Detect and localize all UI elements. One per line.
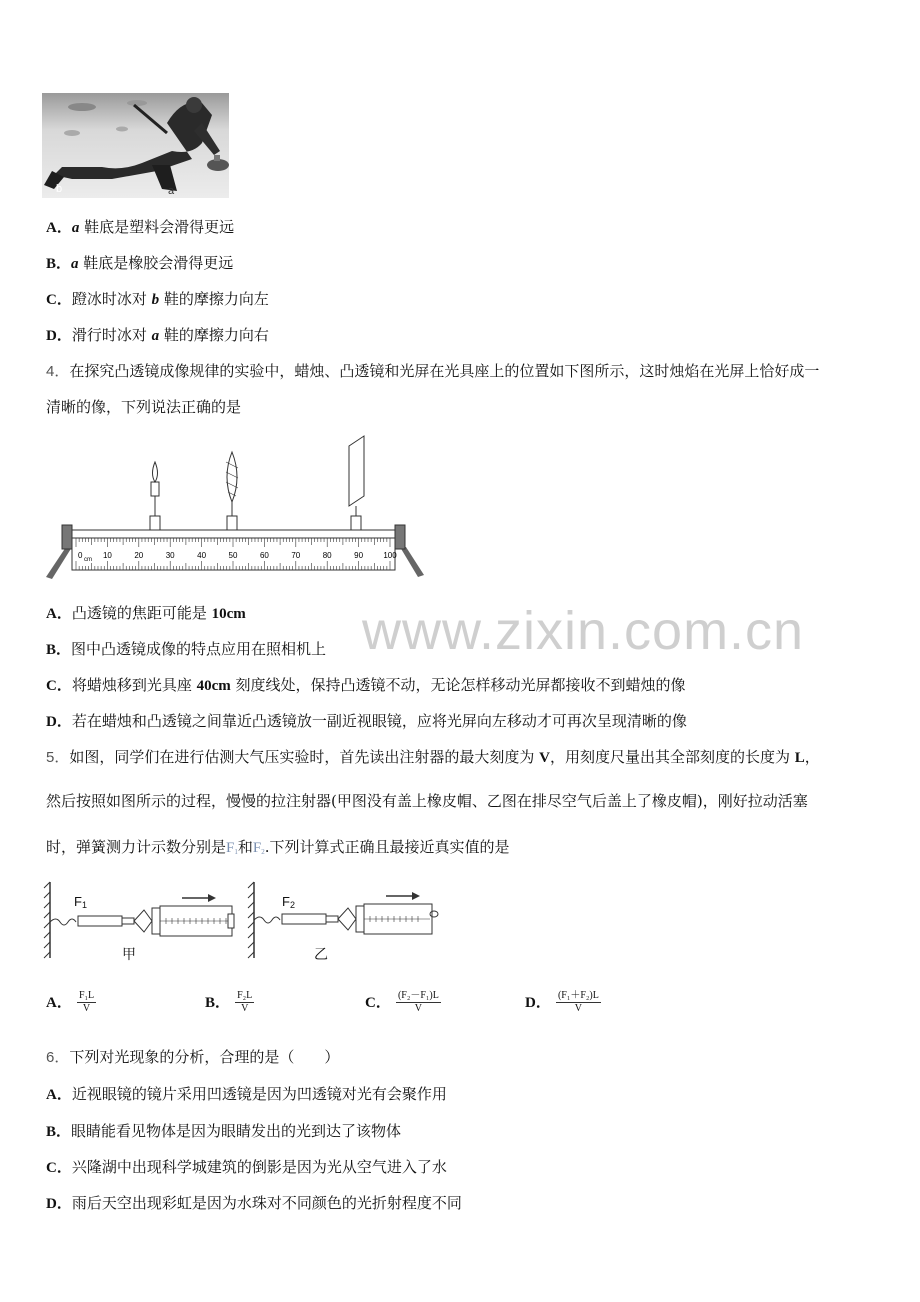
q4-stem-line1: 4．在探究凸透镜成像规律的实验中，蜡烛、凸透镜和光屏在光具座上的位置如下图所示，这时烛焰在光屏上恰好成一	[46, 362, 820, 380]
q3-option-d[interactable]: D．滑行时冰对 a 鞋的摩擦力向右	[46, 326, 269, 344]
q6-stem: 6．下列对光现象的分析，合理的是（ ）	[46, 1048, 340, 1066]
q5-stem-line1: 5．如图，同学们在进行估测大气压实验时，首先读出注射器的最大刻度为 V，用刻度尺量出其全部刻度的长度为 L，	[46, 748, 820, 766]
force-f2-label: F2	[282, 894, 295, 910]
ruler-tick-label: 40	[197, 551, 207, 560]
ruler-tick-label: 100	[383, 551, 397, 560]
ruler-tick-label: 80	[322, 551, 332, 560]
q6-option-a[interactable]: A．近视眼镜的镜片采用凹透镜是因为凹透镜对光有会聚作用	[46, 1085, 447, 1103]
q3-option-b[interactable]: B．a 鞋底是橡胶会滑得更远	[46, 254, 234, 272]
ruler-tick-label: 50	[228, 551, 238, 560]
ruler-tick-label: 60	[259, 551, 269, 560]
syringe-figure	[42, 878, 442, 968]
force-f1-label: F1	[74, 894, 87, 910]
ruler-tick-label: 30	[165, 551, 175, 560]
ruler-tick-label: 20	[134, 551, 144, 560]
caption-yi: 乙	[314, 947, 328, 963]
ruler-tick-label: 90	[354, 551, 364, 560]
ruler-tick-label: 10	[102, 551, 112, 560]
ruler-unit-label: cm	[84, 557, 92, 563]
q3-option-a[interactable]: A．a 鞋底是塑料会滑得更远	[46, 218, 235, 236]
q4-option-d[interactable]: D．若在蜡烛和凸透镜之间靠近凸透镜放一副近视眼镜，应将光屏向左移动才可再次呈现清晰的像	[46, 712, 687, 730]
q5-stem-line3: 时，弹簧测力计示数分别是$F_1$和$F_2$.下列计算式正确且最接近真实值的是	[46, 838, 510, 856]
caption-jia: 甲	[122, 947, 136, 963]
q5-option-b[interactable]: B． $\frac{\text{F₂L}}{V}$	[205, 990, 253, 1014]
q5-option-d[interactable]: D． $\frac{\text{(F₁＋F₂)L}}{V}$	[525, 990, 599, 1014]
curling-photo	[42, 93, 229, 198]
q6-option-b[interactable]: B．眼睛能看见物体是因为眼睛发出的光到达了该物体	[46, 1122, 402, 1140]
q5-option-c[interactable]: C． $\frac{\text{(F₂－F₁)L}}{V}$	[365, 990, 439, 1014]
q5-stem-line2: 然后按照如图所示的过程，慢慢的拉注射器(甲图没有盖上橡皮帽、乙图在排尽空气后盖上了橡皮帽)，刚好拉动活塞	[46, 792, 808, 810]
q5-option-a[interactable]: A． $\frac{\text{F₁L}}{V}$	[46, 990, 95, 1014]
q4-stem-line2: 清晰的像，下列说法正确的是	[46, 398, 242, 416]
q4-option-b[interactable]: B．图中凸透镜成像的特点应用在照相机上	[46, 640, 327, 658]
ruler-tick-label: 70	[291, 551, 301, 560]
q4-option-a[interactable]: A．凸透镜的焦距可能是 10cm	[46, 604, 246, 622]
q3-option-c[interactable]: C．蹬冰时冰对 b 鞋的摩擦力向左	[46, 290, 269, 308]
shoe-b-label: b	[56, 183, 63, 195]
q6-option-c[interactable]: C．兴隆湖中出现科学城建筑的倒影是因为光从空气进入了水	[46, 1158, 447, 1176]
ruler-tick-label: 0	[78, 551, 83, 560]
shoe-a-label: a	[168, 185, 175, 197]
optical-bench-figure	[42, 432, 427, 582]
q4-option-c[interactable]: C．将蜡烛移到光具座 40cm 刻度线处，保持凸透镜不动，无论怎样移动光屏都接收不到蜡烛的像	[46, 676, 686, 694]
watermark: www.zixin.com.cn	[362, 601, 805, 661]
q6-option-d[interactable]: D．雨后天空出现彩虹是因为水珠对不同颜色的光折射程度不同	[46, 1194, 462, 1212]
